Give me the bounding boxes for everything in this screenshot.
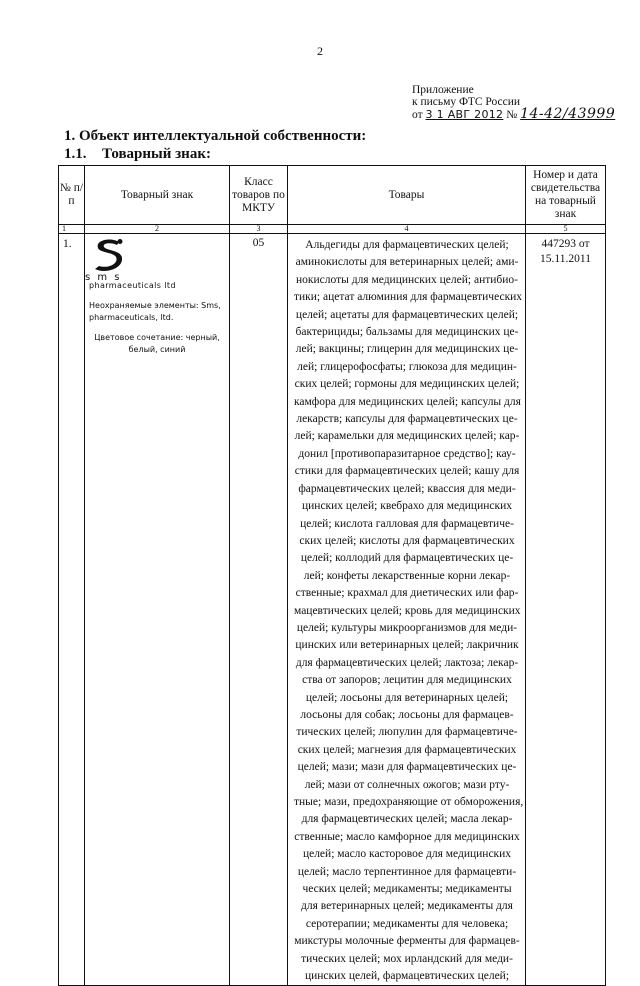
goods-line: цинских или ветеринарных целей; лакричник <box>295 639 519 652</box>
mktu-class: 05 <box>230 234 288 986</box>
goods-line: целей; коллодий для фармацевтических це- <box>300 552 514 565</box>
goods-line: ства от запоров; лецитин для медицинских <box>302 674 512 687</box>
goods-line: ственные; крахмал для диетических или фар- <box>295 587 519 600</box>
appendix-date-stamp: 3 1 АВГ 2012 <box>425 108 504 121</box>
header-no: № п/п <box>59 166 85 225</box>
appendix-block <box>412 84 615 121</box>
goods-line: цинских целей, фармацевтических целей; <box>304 970 510 983</box>
goods-line: лей; карамельки для медицинских целей; кар- <box>294 430 520 443</box>
logo-subtext: pharmaceuticals ltd <box>89 281 176 290</box>
header-goods: Товары <box>288 166 526 225</box>
goods-line: Альдегиды для фармацевтических целей; <box>305 239 509 251</box>
goods-line: ских целей; магнезия для фармацевтических <box>297 743 517 756</box>
trademark-table <box>58 165 606 986</box>
goods-line: тических целей; мох ирландский для меди- <box>301 952 513 965</box>
goods-line: цинских целей; квебрахо для медицинских <box>301 500 512 513</box>
table-row <box>59 234 606 986</box>
goods-line: целей; мази; мази для фармацевтических це- <box>297 761 517 774</box>
goods-line: аминокислоты для ветеринарных целей; ами- <box>295 256 519 269</box>
logo-wordmark: s m s <box>85 272 122 283</box>
goods-line: лекарств; капсулы для фармацевтических це- <box>296 413 518 426</box>
goods-line: тные; мази, предохраняющие от обморожения, <box>294 796 524 808</box>
goods-line: для ветеринарных целей; медикаменты для <box>301 900 513 913</box>
table-header-row <box>59 166 606 225</box>
goods-line: целей; лосьоны для ветеринарных целей; <box>305 691 509 704</box>
section-title: 1. Объект интеллектуальной собственности: <box>64 128 367 144</box>
goods-line: лей; вакцины; глицерин для медицинских це- <box>295 343 519 356</box>
goods-line: донил [противопаразитарное средство]; кау- <box>298 447 516 460</box>
goods-line: ских целей; гормоны для медицинских целей; <box>294 378 520 391</box>
goods-line: стики для фармацевтических целей; кашу для <box>294 465 520 478</box>
goods-line: ских целей; кислоты для фармацевтических <box>299 534 515 547</box>
goods-line: лосьоны для собак; лосьоны для фармацев- <box>300 708 514 721</box>
goods-line: серотерапии; медикаменты для человека; <box>305 917 509 930</box>
appendix-letter-ref: к письму ФТС России <box>412 96 521 108</box>
goods-line: тики; ацетат алюминия для фармацевтических <box>294 291 523 304</box>
goods-line: ческих целей; медикаменты; медикаменты <box>302 883 512 896</box>
index-cell: 4 <box>288 225 526 234</box>
goods-line: ственные; масло камфорное для медицинских <box>294 830 520 843</box>
goods-line: лей; глицерофосфаты; глюкоза для медицин- <box>297 360 517 373</box>
unprotected-elements: Неохраняемые элементы: Sms, pharmaceuticals, ltd. <box>89 301 221 322</box>
header-mark: Товарный знак <box>85 166 230 225</box>
appendix-number-sign: № <box>506 109 518 121</box>
goods-line: для фармацевтических целей; лактоза; лекар- <box>295 656 519 669</box>
goods-line: лей; конфеты лекарственные корни лекар- <box>303 569 511 582</box>
table-index-row <box>59 225 606 234</box>
goods-line: мацевтических целей; кровь для медицинских <box>294 604 521 617</box>
color-combination: Цветовое сочетание: черный, белый, синий <box>94 333 220 354</box>
goods-line: для фармацевтических целей; масла лекар- <box>301 813 513 826</box>
appendix-number-handwritten: 14-42/43999 <box>520 106 616 122</box>
certificate-number-date: 447293 от 15.11.2011 <box>526 234 606 986</box>
goods-line: микстуры молочные ферменты для фармацев- <box>294 935 520 948</box>
goods-line: целей; масло терпентинное для фармацевти- <box>297 865 517 878</box>
subsection-number: 1.1. <box>64 146 87 162</box>
row-number: 1. <box>59 234 85 986</box>
sms-logo-icon <box>89 238 129 272</box>
goods-line: целей; масло касторовое для медицинских <box>302 848 512 861</box>
goods-line: целей; культуры микроорганизмов для меди- <box>296 621 518 634</box>
goods-line: камфора для медицинских целей; капсулы для <box>294 395 521 408</box>
header-cert: Номер и дата свидетельства на товарный знак <box>526 166 606 225</box>
trademark-cell <box>85 234 230 986</box>
goods-line: лей; мази от солнечных ожогов; мази рту- <box>304 778 510 791</box>
index-cell: 3 <box>230 225 288 234</box>
index-cell: 5 <box>526 225 606 234</box>
index-cell: 1 <box>59 225 85 234</box>
subsection-title <box>64 146 211 163</box>
goods-line: тических целей; люпулин для фармацевтиче- <box>296 726 518 739</box>
trademark-logo <box>89 236 225 272</box>
appendix-from: от <box>412 109 423 121</box>
index-cell: 2 <box>85 225 230 234</box>
appendix-title: Приложение <box>412 84 474 96</box>
goods-line: фармацевтических целей; квассия для меди- <box>298 482 516 495</box>
header-class: Класс товаров по МКТУ <box>230 166 288 225</box>
goods-list <box>288 234 526 986</box>
goods-line: нокислоты для медицинских целей; антибио- <box>296 273 518 286</box>
goods-line: бактерициды; бальзамы для медицинских це- <box>295 326 519 339</box>
subsection-label: Товарный знак: <box>102 146 211 162</box>
appendix-date-number <box>412 108 615 121</box>
goods-line: целей; ацетаты для фармацевтических целей; <box>295 308 519 321</box>
goods-line: целей; кислота галловая для фармацевтиче- <box>300 517 514 530</box>
page-number: 2 <box>317 44 323 58</box>
